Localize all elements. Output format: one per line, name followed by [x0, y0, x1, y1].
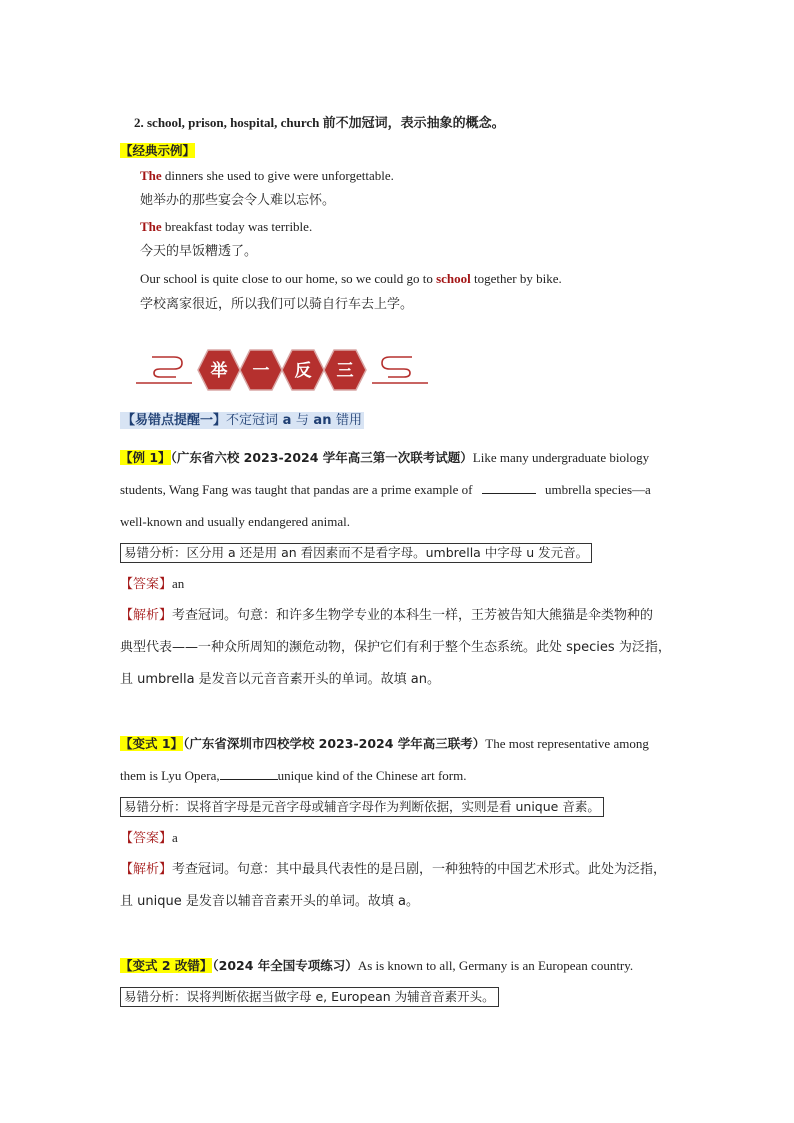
variant1-answer: [120, 829, 178, 848]
example-cn-3: 学校离家很近，所以我们可以骑自行车去上学。: [140, 297, 414, 312]
error-heading-part-2: 与: [295, 413, 309, 428]
example-en-3: [140, 270, 562, 288]
examples-tag-line: [120, 142, 195, 160]
example1-explain-text-1: 考查冠词。句意：和许多生物学专业的本科生一样，王芳被告知大熊猫是伞类物种的: [172, 608, 654, 623]
variant1-text-2b: unique kind of the Chinese art form.: [277, 768, 467, 783]
example-rest: breakfast today was terrible.: [161, 219, 313, 234]
example-rest: dinners she used to give were unforgettable.: [161, 168, 394, 183]
example1-blank[interactable]: [482, 481, 536, 494]
banner-char-4: 三: [336, 361, 354, 381]
error-heading-an: an: [313, 413, 332, 428]
variant2-tag: 【变式 2 改错】: [120, 958, 213, 973]
banner-left-flourish: [136, 357, 192, 383]
example-en-2: [140, 218, 312, 236]
banner-char-2: 一: [252, 361, 270, 381]
example1-explain-2: 典型代表——一种众所周知的濒危动物，保护它们有利于整个生态系统。此处 species 为泛指，: [120, 640, 671, 655]
error-heading: [120, 411, 364, 430]
examples-tag: 【经典示例】: [120, 143, 196, 158]
variant1-text-1: The most representative among: [485, 736, 649, 751]
variant2-source: （2024 年全国专项练习）: [212, 958, 358, 973]
example1-text-1: Like many undergraduate biology: [472, 450, 650, 465]
point-2-heading: [134, 114, 505, 132]
banner-jyfs: [134, 345, 430, 395]
example-cn-2: 今天的早饭糟透了。: [140, 244, 258, 259]
error-heading-part-1: 不定冠词: [226, 413, 279, 428]
variant1-answer-value: a: [172, 830, 178, 845]
example-key: school: [436, 271, 471, 286]
example-lead: The: [140, 168, 162, 183]
variant1-explain-1: [120, 861, 666, 879]
example1-source: （广东省六校 2023-2024 学年高三第一次联考试题）: [170, 450, 473, 465]
banner-char-1: 举: [210, 361, 228, 381]
example1-line-2: [120, 481, 651, 499]
variant2-analysis-box: 易错分析：误将判断依据当做字母 e, European 为辅音音素开头。: [120, 987, 499, 1007]
variant1-line-1: [120, 735, 649, 753]
banner-right-flourish: [372, 357, 428, 383]
variant1-text-2a: them is Lyu Opera,: [120, 768, 220, 783]
error-heading-highlight: [120, 412, 364, 429]
variant1-answer-tag: 【答案】: [120, 831, 173, 846]
variant1-analysis-box: 易错分析：误将首字母是元音字母或辅音字母作为判断依据，实则是看 unique 音素。: [120, 797, 604, 817]
example-pre: Our school is quite close to our home, so we could go to: [140, 271, 437, 286]
variant1-line-2: [120, 767, 466, 785]
example1-text-2b: umbrella species—a: [541, 482, 651, 497]
variant1-blank[interactable]: [220, 767, 278, 780]
example1-text-2a: students, Wang Fang was taught that pandas are a prime example of: [120, 482, 476, 497]
example-lead: The: [140, 219, 162, 234]
example1-line-3: well-known and usually endangered animal.: [120, 514, 350, 529]
variant2-text-1: As is known to all, Germany is an European country.: [357, 958, 634, 973]
example1-tag: 【例 1】: [120, 450, 171, 465]
error-heading-part-3: 错用: [335, 413, 362, 428]
example1-answer-tag: 【答案】: [120, 577, 173, 592]
example-en-1: [140, 167, 394, 185]
example-cn-1: 她举办的那些宴会令人难以忘怀。: [140, 193, 336, 208]
variant1-explain-2: 且 unique 是发音以辅音音素开头的单词。故填 a。: [120, 894, 419, 909]
example1-line-1: [120, 449, 649, 467]
example1-answer: [120, 575, 184, 594]
example1-explain-1: [120, 607, 653, 625]
variant1-source: （广东省深圳市四校学校 2023-2024 学年高三联考）: [183, 736, 486, 751]
example1-explain-tag: 【解析】: [120, 608, 173, 623]
banner-char-3: 反: [294, 361, 312, 381]
error-heading-a: a: [282, 413, 292, 428]
point-2-text: 2. school, prison, hospital, church 前不加冠词，表示抽象的概念。: [134, 115, 505, 130]
example-post: together by bike.: [470, 271, 562, 286]
variant2-line-1: [120, 957, 633, 975]
example1-answer-value: an: [172, 576, 185, 591]
example1-analysis-box: 易错分析：区分用 a 还是用 an 看因素而不是看字母。umbrella 中字母 u 发元音。: [120, 543, 592, 563]
variant1-tag: 【变式 1】: [120, 736, 184, 751]
variant1-explain-tag: 【解析】: [120, 862, 173, 877]
example1-explain-3: 且 umbrella 是发音以元音音素开头的单词。故填 an。: [120, 672, 441, 687]
variant1-explain-text-1: 考查冠词。句意：其中最具代表性的是吕剧，一种独特的中国艺术形式。此处为泛指，: [172, 862, 667, 877]
error-heading-prefix: 【易错点提醒一】: [122, 413, 227, 428]
